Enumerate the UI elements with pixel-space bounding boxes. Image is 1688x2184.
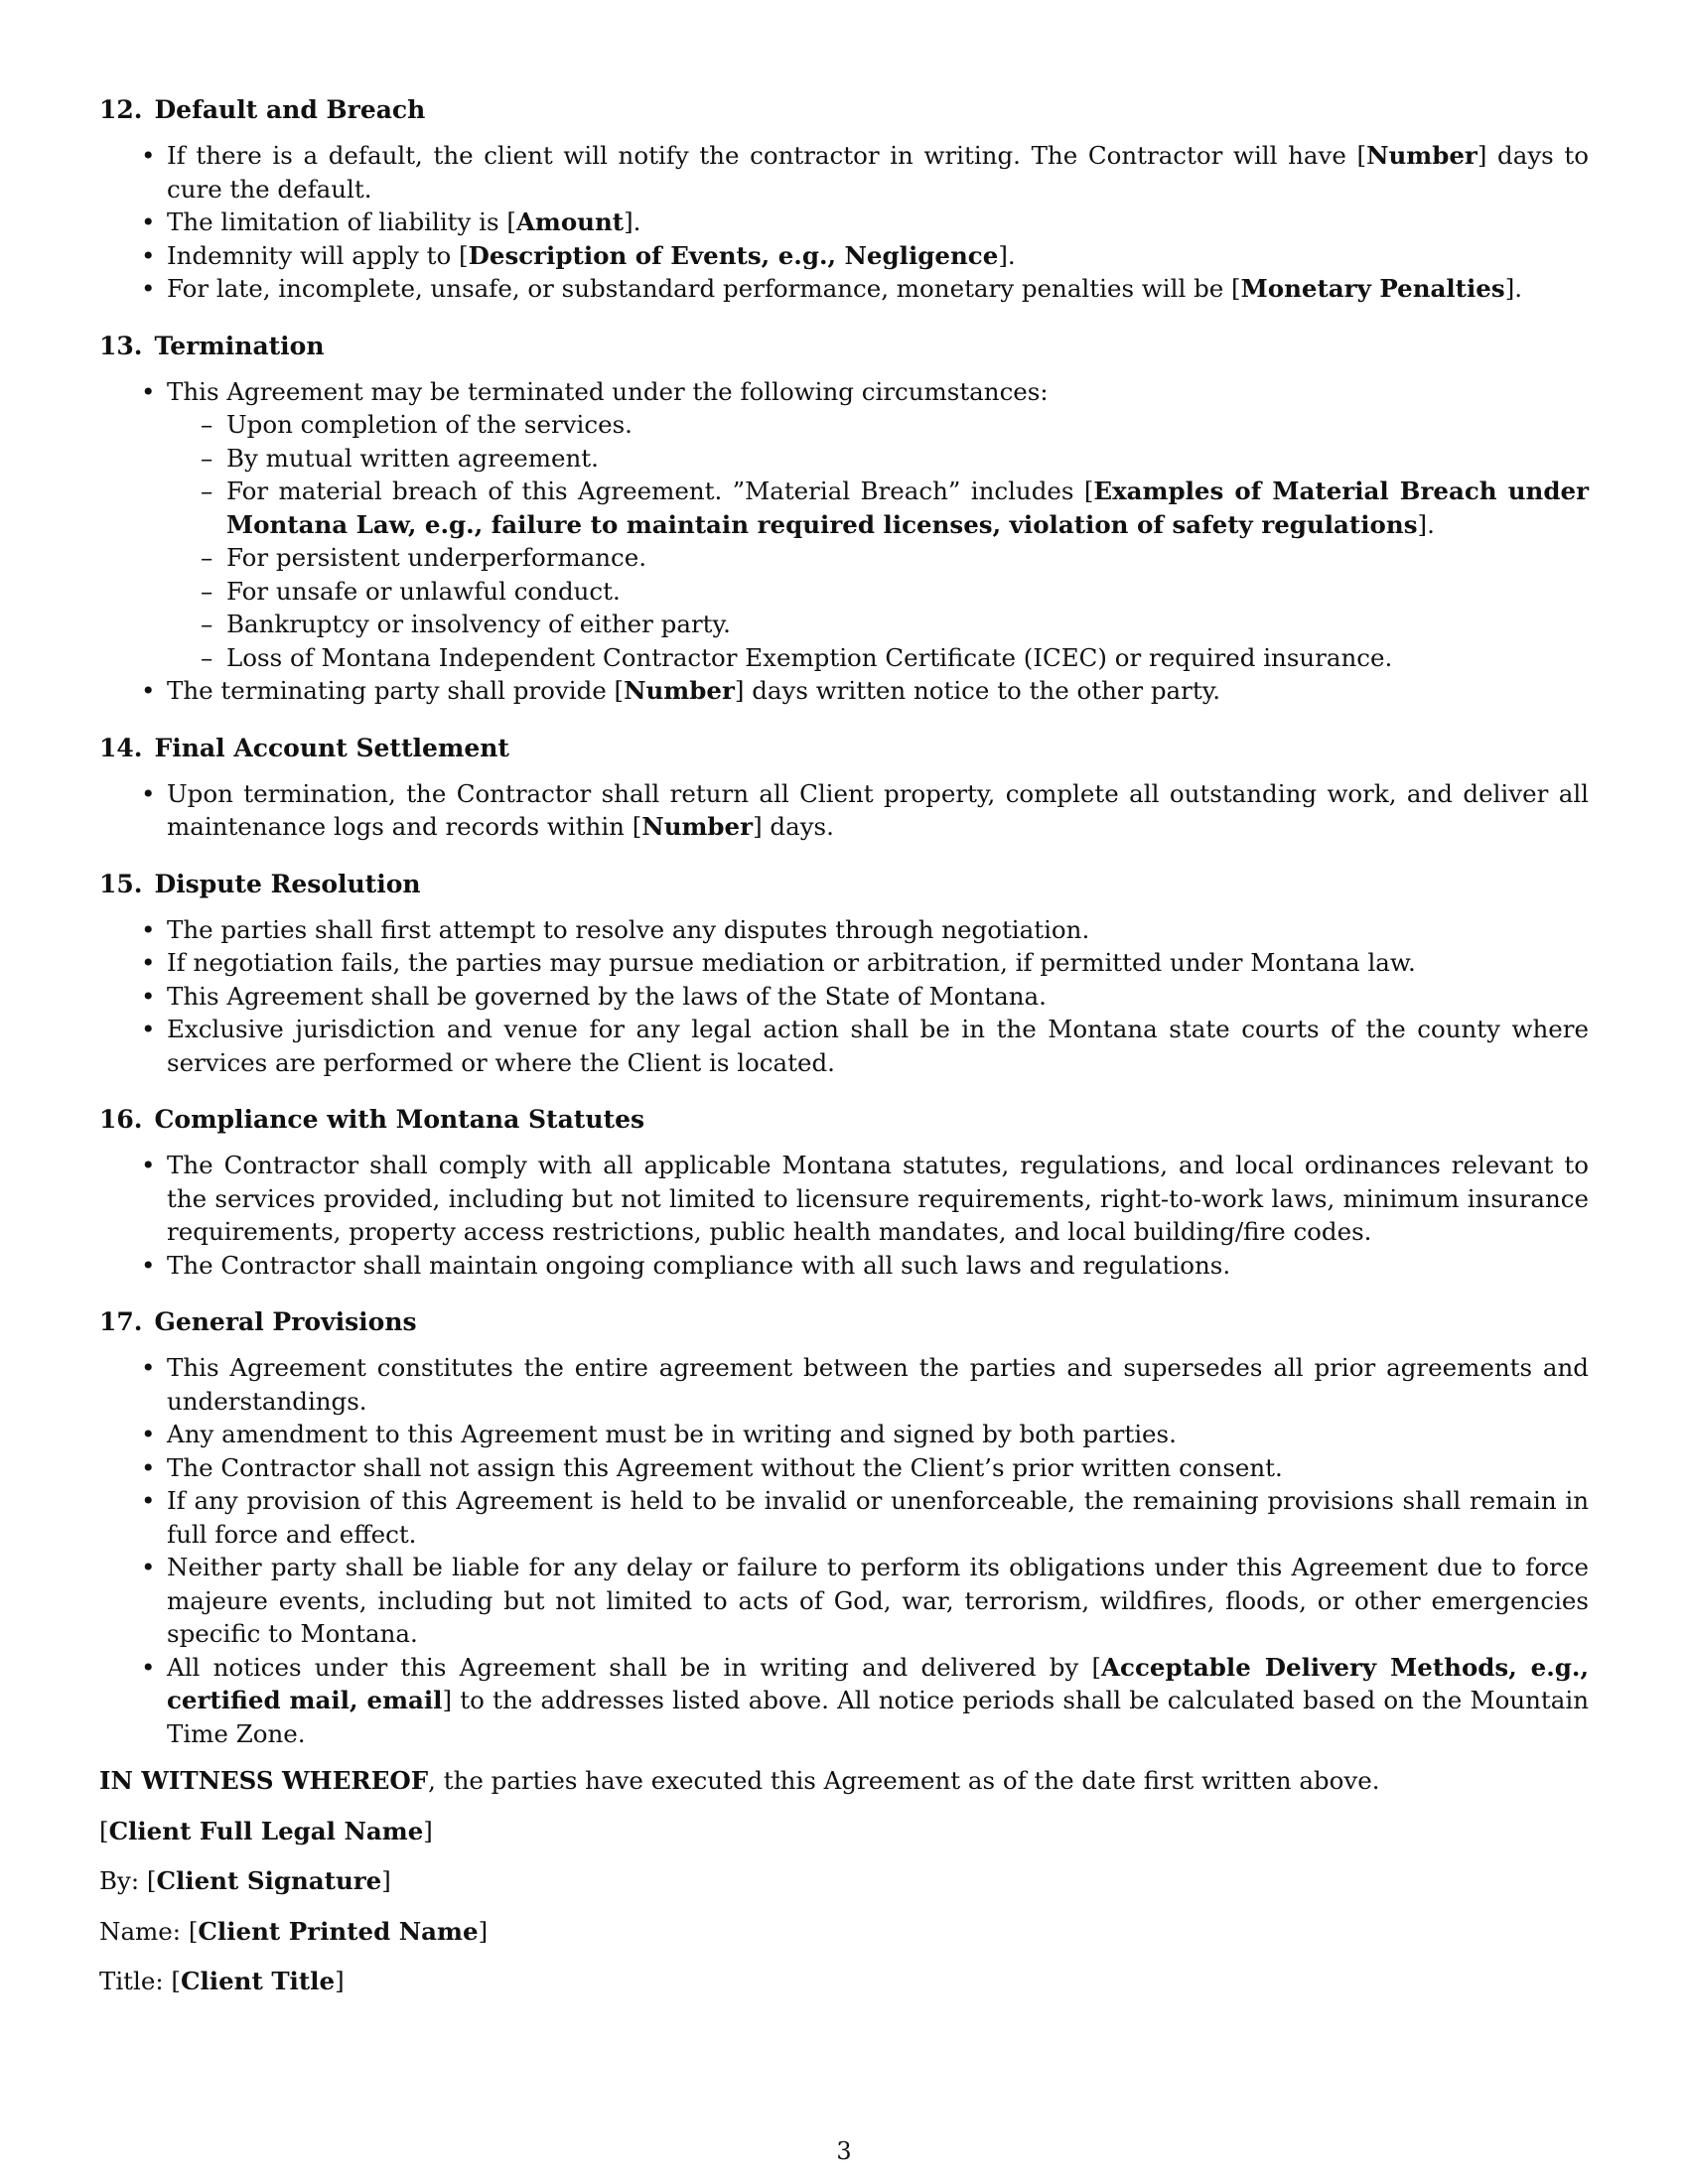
sub-list-item: – By mutual written agreement. [167, 442, 1589, 476]
section-heading: 15. Dispute Resolution [99, 869, 421, 898]
sub-list [167, 408, 1589, 674]
list-item: • The Contractor shall comply with all applicable Montana statutes, regulations, and local ordinances relevant to the services provided, including but not limited to licensure requirements, right-to-work laws, minimum insurance requirements, property access restrictions, public health mandates, and local building/fire codes. [99, 1149, 1589, 1249]
section-heading: 12. Default and Breach [99, 95, 426, 124]
list-item: • The limitation of liability is [Amount]. [99, 205, 1589, 239]
bullet-list [99, 375, 1589, 708]
list-item: • This Agreement constitutes the entire agreement between the parties and supersedes all prior agreements and understandings. [99, 1351, 1589, 1418]
list-item: • Indemnity will apply to [Description of Events, e.g., Negligence]. [99, 239, 1589, 273]
section-heading: 14. Final Account Settlement [99, 733, 509, 762]
list-item: • Exclusive jurisdiction and venue for any legal action shall be in the Montana state courts of the county where services are performed or where the Client is located. [99, 1013, 1589, 1079]
section-heading: 13. Termination [99, 331, 325, 360]
section-final-account-settlement [99, 734, 1589, 844]
sub-list-item: – For unsafe or unlawful conduct. [167, 575, 1589, 609]
page-number: 3 [836, 2137, 852, 2165]
witness-statement: IN WITNESS WHEREOF, the parties have executed this Agreement as of the date first written above. [99, 1766, 1380, 1795]
signature-party-name: [Client Full Legal Name] [99, 1816, 433, 1845]
sub-list-item: – For persistent underperformance. [167, 541, 1589, 575]
section-dispute-resolution [99, 870, 1589, 1080]
section-general-provisions [99, 1307, 1589, 1750]
list-item: • For late, incomplete, unsafe, or substandard performance, monetary penalties will be [Monetary Penalties]. [99, 272, 1589, 306]
signature-title-line: Title: [Client Title] [99, 1967, 345, 1995]
list-item: • If there is a default, the client will notify the contractor in writing. The Contractor will have [Number] days to cure the default. [99, 139, 1589, 205]
list-item: • The Contractor shall maintain ongoing compliance with all such laws and regulations. [99, 1249, 1589, 1283]
signature-by-line: By: [Client Signature] [99, 1866, 391, 1895]
bullet-list [99, 777, 1589, 844]
list-item: • Upon termination, the Contractor shall return all Client property, complete all outstanding work, and deliver all maintenance logs and records within [Number] days. [99, 777, 1589, 844]
section-termination [99, 332, 1589, 708]
bullet-list [99, 1351, 1589, 1750]
section-heading: 16. Compliance with Montana Statutes [99, 1105, 645, 1134]
section-default-and-breach [99, 95, 1589, 306]
bullet-list [99, 1149, 1589, 1282]
list-item: • Neither party shall be liable for any delay or failure to perform its obligations under this Agreement due to force majeure events, including but not limited to acts of God, war, terrorism, wildfires, floods, or other emergencies specific to Montana. [99, 1551, 1589, 1651]
list-item: • Any amendment to this Agreement must be in writing and signed by both parties. [99, 1418, 1589, 1451]
bullet-list [99, 913, 1589, 1080]
sub-list-item: – Bankruptcy or insolvency of either party. [167, 608, 1589, 641]
list-item: • The Contractor shall not assign this Agreement without the Client’s prior written consent. [99, 1451, 1589, 1485]
list-item: • All notices under this Agreement shall be in writing and delivered by [Acceptable Delivery Methods, e.g., certified mail, email] to the addresses listed above. All notice periods shall be calculated based on the Mountain Time Zone. [99, 1651, 1589, 1751]
sub-list-item: – Loss of Montana Independent Contractor Exemption Certificate (ICEC) or required insurance. [167, 641, 1589, 675]
section-heading: 17. General Provisions [99, 1307, 417, 1336]
list-item: • The terminating party shall provide [Number] days written notice to the other party. [99, 674, 1589, 708]
list-item: • The parties shall first attempt to resolve any disputes through negotiation. [99, 913, 1589, 947]
list-item: • This Agreement shall be governed by the laws of the State of Montana. [99, 980, 1589, 1014]
signature-name-line: Name: [Client Printed Name] [99, 1916, 489, 1946]
list-item: • If any provision of this Agreement is held to be invalid or unenforceable, the remaining provisions shall remain in full force and effect. [99, 1484, 1589, 1551]
list-item: • This Agreement may be terminated under the following circumstances: – Upon completion of the services. – By mutual written agreement. – For material breach of this Agreement. ”Material Breach” includes [Examples of Material Breach under Montana Law, e.g., failure to maintain required licenses, violation of safety regulations]. – For persistent underperformance. – For unsafe or unlawful conduct. – Bankruptcy or insolvency of either party. – Loss of Montana Independent Contractor Exemption Certificate (ICEC) or required insurance. [99, 375, 1589, 675]
section-compliance-montana-statutes [99, 1105, 1589, 1282]
list-item: • If negotiation fails, the parties may pursue mediation or arbitration, if permitted under Montana law. [99, 946, 1589, 980]
sub-list-item: – Upon completion of the services. [167, 408, 1589, 442]
sub-list-item: – For material breach of this Agreement. ”Material Breach” includes [Examples of Material Breach under Montana Law, e.g., failure to maintain required licenses, violation of safety regulations]. [167, 475, 1589, 541]
bullet-list [99, 139, 1589, 306]
